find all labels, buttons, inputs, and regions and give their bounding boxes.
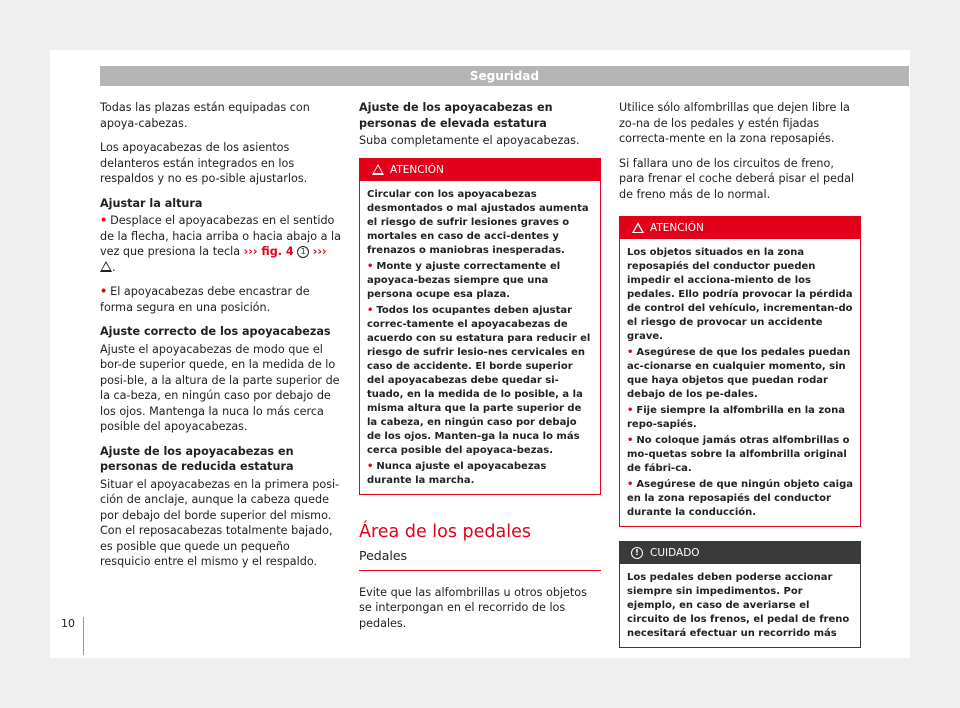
warning-intro: Los objetos situados en la zona reposapiés del conductor pueden impedir el acciona-miento de los pedales. Ello podría provocar la pérdida de control del vehículo, incrementan-do el riesgo de provocar un accidente grave. (627, 247, 853, 342)
column-2 (359, 100, 601, 640)
warning-ref-link[interactable]: ››› (100, 245, 327, 274)
bullet-item: • Desplace el apoyacabezas en el sentido de la flecha, hacia arriba o hacia abajo a la vez que presiona la tecla ››› fig. 4 1 ››› . (100, 214, 342, 274)
warning-box-header: ATENCIÓN (620, 217, 860, 239)
page-divider (83, 617, 84, 655)
page-number: 10 (61, 617, 75, 630)
warning-box-body (360, 181, 600, 494)
paragraph: Evite que las alfombrillas u otros objetos se interpongan en el recorrido de los pedales. (359, 585, 587, 630)
warning-box (619, 216, 861, 527)
warning-triangle-icon (632, 222, 644, 233)
paragraph: Situar el apoyacabezas en la primera posi-ción de anclaje, aunque la cabeza quede por debajo del borde superior del mismo. Con el reposacabezas totalmente bajado, es posible que quede un pequeño resquicio entre el mismo y el respaldo. (100, 477, 340, 568)
warning-box-header: ATENCIÓN (360, 159, 600, 181)
column-1 (100, 100, 342, 579)
warning-box-body (620, 239, 860, 526)
warning-triangle-icon (100, 261, 112, 272)
paragraph: Los apoyacabezas de los asientos delanteros están integrados en los respaldos y no es po-sible ajustarlos. (100, 141, 308, 185)
cross-ref-link[interactable]: ››› fig. 4 (243, 245, 294, 258)
caution-box (619, 541, 861, 648)
page-sheet (50, 50, 910, 658)
warning-box (359, 158, 601, 495)
caution-box-body: Los pedales deben poderse accionar siempre sin impedimentos. Por ejemplo, en caso de averiarse el circuito de los frenos, el pedal de freno necesitará efectuar un recorrido más (627, 572, 850, 639)
bullet-icon: • (100, 214, 108, 227)
column-3 (619, 100, 861, 658)
callout-number-icon: 1 (297, 246, 309, 258)
subheading-elevada: Ajuste de los apoyacabezas en personas de elevada estatura (359, 101, 553, 130)
paragraph: Si fallara uno de los circuitos de freno, para frenar el coche deberá pisar el pedal de freno más de lo normal. (619, 156, 855, 201)
warning-item: • No coloque jamás otras alfombrillas o mo-quetas sobre la alfombrilla original de fábri-ca. (627, 435, 850, 474)
paragraph: Suba completamente el apoyacabezas. (359, 134, 580, 147)
caution-box-header: ! CUIDADO (620, 542, 860, 564)
warning-item: • Monte y ajuste correctamente el apoyaca-bezas siempre que una persona ocupe esa plaza. (367, 260, 561, 300)
warning-intro: Circular con los apoyacabezas desmontados o mal ajustados aumenta el riesgo de sufrir lesiones graves o mortales en caso de acci-dentes y frenazos o maniobras inesperadas. (367, 188, 589, 256)
warning-triangle-icon (372, 164, 384, 175)
warning-item: • Nunca ajuste el apoyacabezas durante la marcha. (367, 460, 547, 486)
bullet-item: • El apoyacabezas debe encastrar de forma segura en una posición. (100, 285, 310, 314)
subheading-correcto: Ajuste correcto de los apoyacabezas (100, 325, 331, 338)
paragraph: Ajuste el apoyacabezas de modo que el bor-de superior quede, en la medida de lo posi-ble, a la altura de la parte superior de la ca-beza, en ningún caso por debajo de los ojos. Mantenga la nuca lo más cerca posible del apoyacabezas. (100, 342, 340, 433)
subheading-altura: Ajustar la altura (100, 196, 203, 210)
warning-item: • Asegúrese de que los pedales puedan ac-cionarse en cualquier momento, sin que haya objetos que puedan rodar debajo de los pe-dales. (627, 347, 851, 400)
bullet-icon: • (100, 285, 108, 298)
section-header: Seguridad (100, 66, 909, 86)
caution-info-icon: ! (631, 547, 643, 559)
warning-item: • Fije siempre la alfombrilla en la zona repo-sapiés. (627, 405, 845, 430)
paragraph: Utilice sólo alfombrillas que dejen libre la zo-na de los pedales y estén fijadas correcta-mente en la zona reposapiés. (619, 101, 850, 145)
subheading-reducida: Ajuste de los apoyacabezas en personas de reducida estatura (100, 444, 294, 473)
warning-item: • Todos los ocupantes deben ajustar correc-tamente el apoyacabezas de acuerdo con su estatura para reducir el riesgo de sufrir lesio-nes cervicales en caso de accidente. El borde superior del apoyacabezas debe quedar si-tuado, en la medida de lo posible, a la misma altura que la parte superior de la cabeza, en ningún caso por debajo de los ojos. Manten-ga la nuca lo más cerca posible del apoyaca-bezas. (367, 304, 591, 456)
section-subtitle: Pedales (359, 548, 601, 571)
paragraph: Todas las plazas están equipadas con apoya-cabezas. (100, 101, 310, 130)
warning-item: • Asegúrese de que ningún objeto caiga en la zona reposapiés del conductor durante la conducción. (627, 479, 853, 518)
section-title: Área de los pedales (359, 521, 531, 542)
